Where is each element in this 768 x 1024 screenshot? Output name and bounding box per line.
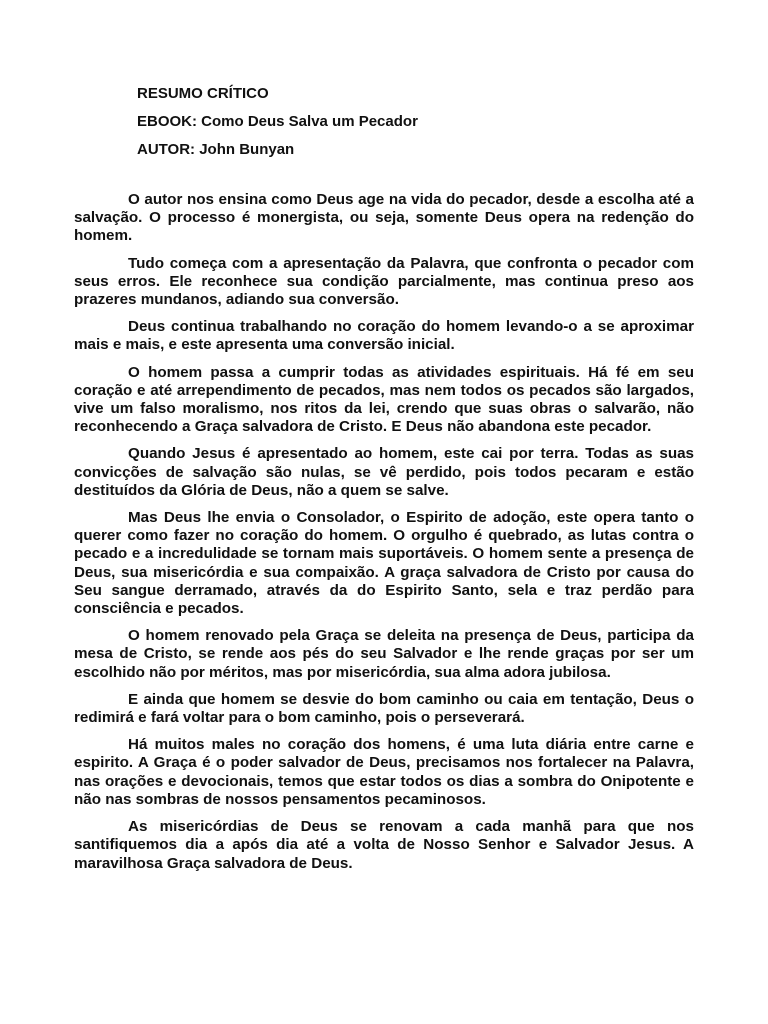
paragraph: Tudo começa com a apresentação da Palavra, que confronta o pecador com seus erros. Ele reconhece sua condição parcialmente, mas continua preso aos prazeres mundanos, adiando sua conversão.: [74, 254, 694, 309]
ebook-title: EBOOK: Como Deus Salva um Pecador: [137, 113, 418, 130]
paragraph: Quando Jesus é apresentado ao homem, este cai por terra. Todas as suas convicções de salvação são nulas, se vê perdido, pois todos pecaram e estão destituídos da Glória de Deus, não a quem se salve.: [74, 445, 694, 499]
paragraph: O homem passa a cumprir todas as atividades espirituais. Há fé em seu coração e até arrependimento de pecados, mas nem todos os pecados são largados, vive um falso moralismo, nos ritos da lei, crendo que suas obras o salvarão, não reconhecendo a Graça salvadora de Cristo. E Deus não abandona este pecador.: [74, 363, 694, 436]
author-line: AUTOR: John Bunyan: [137, 141, 295, 158]
paragraph: Há muitos males no coração dos homens, é uma luta diária entre carne e espirito. A Graça é o poder salvador de Deus, precisamos nos fortalecer na Palavra, nas orações e devocionais, temos que estar todos os dias a sombra do Onipotente e não nas sombras de nossos pensamentos pecaminosos.: [74, 736, 694, 808]
paragraph: Mas Deus lhe envia o Consolador, o Espirito de adoção, este opera tanto o querer como fazer no coração do homem. O orgulho é quebrado, as lutas contra o pecado e a incredulidade se tornam mais suportáveis. O homem sente a presença de Deus, sua misericórdia e sua compaixão. A graça salvadora de Cristo por causa do Seu sangue derramado, através da do Espirito Santo, sela e traz perdão para consciência e pecados.: [74, 509, 694, 618]
paragraph: O homem renovado pela Graça se deleita na presença de Deus, participa da mesa de Cristo, se rende aos pés do seu Salvador e lhe rende graças por ser um escolhido não por méritos, mas por misericórdia, sua alma adora jubilosa.: [74, 627, 694, 681]
paragraph: O autor nos ensina como Deus age na vida do pecador, desde a escolha até a salvação. O processo é monergista, ou seja, somente Deus opera na redenção do homem.: [74, 191, 694, 245]
document-title: RESUMO CRÍTICO: [137, 85, 269, 102]
document-header: [137, 84, 418, 168]
paragraph: Deus continua trabalhando no coração do homem levando-o a se aproximar mais e mais, e este apresenta uma conversão inicial.: [74, 318, 694, 354]
document-body: [74, 191, 694, 882]
paragraph: As misericórdias de Deus se renovam a cada manhã para que nos santifiquemos dia a após dia até a volta de Nosso Senhor e Salvador Jesus. A maravilhosa Graça salvadora de Deus.: [74, 818, 694, 872]
paragraph: E ainda que homem se desvie do bom caminho ou caia em tentação, Deus o redimirá e fará voltar para o bom caminho, pois o perseverará.: [74, 690, 694, 727]
